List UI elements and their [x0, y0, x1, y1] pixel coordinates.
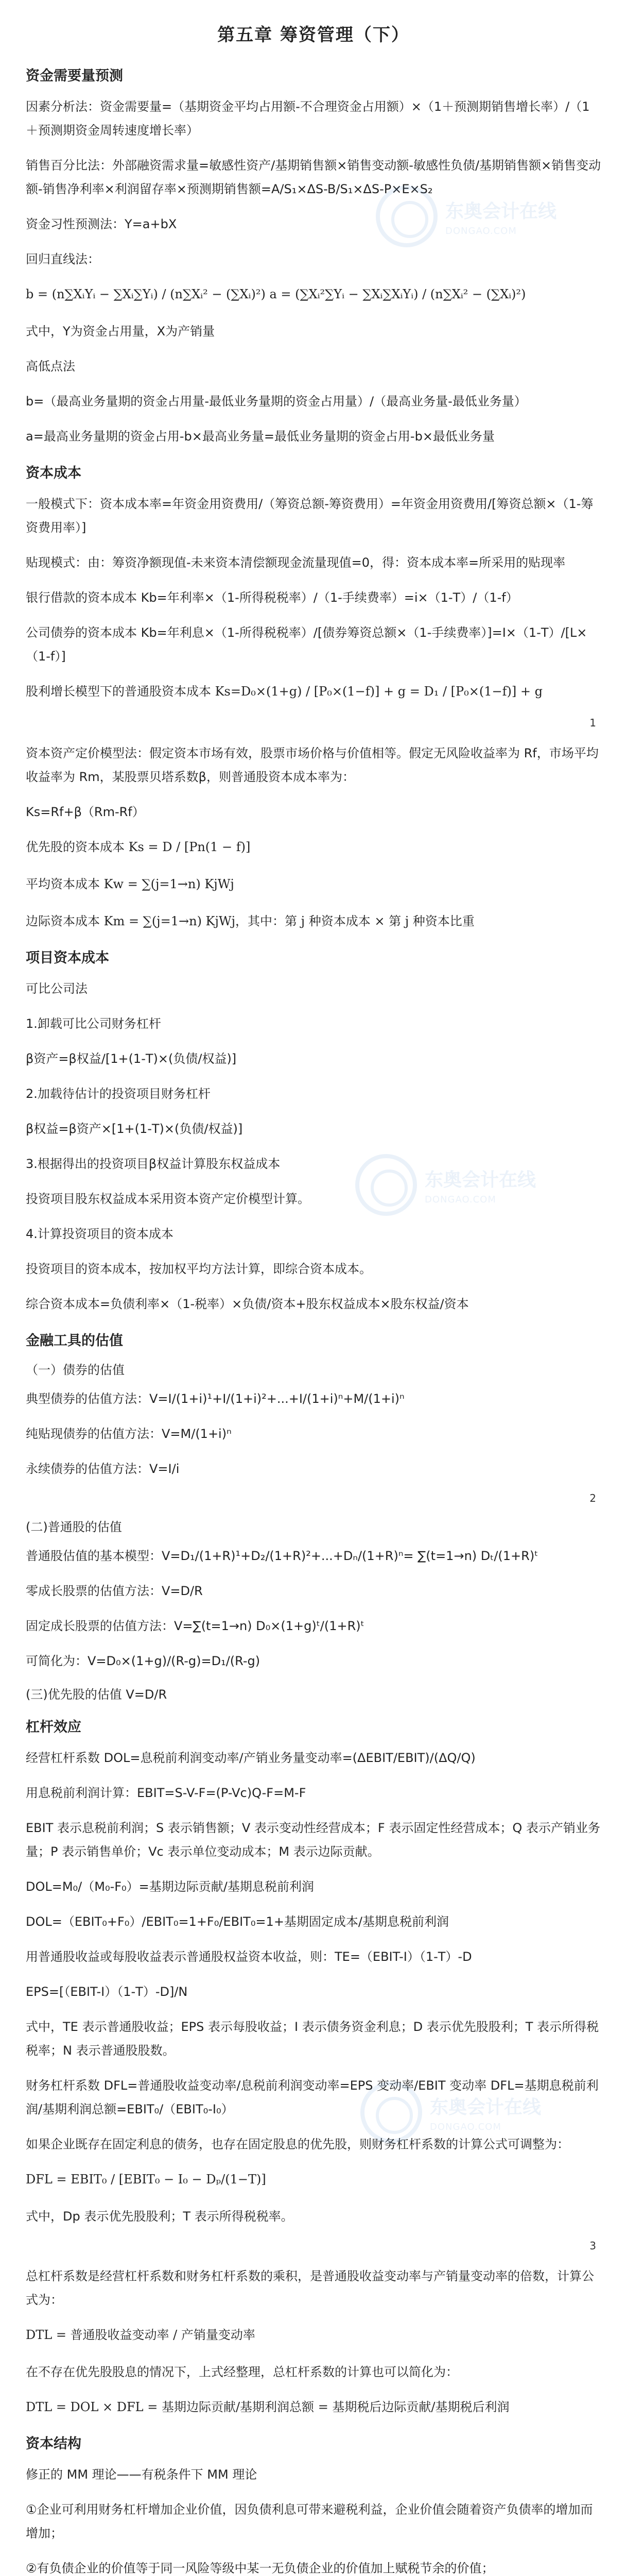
- text-line: 财务杠杆系数 DFL=普通股收益变动率/息税前利润变动率=EPS 变动率/EBIT 变动率 DFL=基期息税前利润/基期利润总额=EBIT₀/（EBIT₀-I₀）: [26, 2078, 599, 2116]
- text-line: 在不存在优先股股息的情况下，上式经整理，总杠杆系数的计算也可以简化为：: [26, 2365, 458, 2379]
- watermark-text: 东奥会计在线: [425, 1170, 536, 1191]
- text-line: DOL=（EBIT₀+F₀）/EBIT₀=1+F₀/EBIT₀=1+基期固定成本/基期息税前利润: [26, 1914, 449, 1929]
- text-line: 修正的 MM 理论——有税条件下 MM 理论: [26, 2467, 257, 2482]
- text-line: 投资项目股东权益成本采用资本资产定价模型计算。: [26, 1192, 310, 1206]
- page-number: 1: [589, 717, 596, 729]
- text-line: β权益=β资产×[1+(1-T)×(负债/权益)]: [26, 1122, 243, 1136]
- section-heading-capital-structure: 资本结构: [26, 2436, 81, 2452]
- text-line: EPS=[（EBIT-I）（1-T）-D]/N: [26, 1985, 188, 1999]
- text-line: ①企业可利用财务杠杆增加企业价值，因负债利息可带来避税利益，企业价值会随着资产负债率的增加而增加；: [26, 2502, 593, 2540]
- text-line: 因素分析法：资金需要量=（基期资金平均占用额-不合理资金占用额）×（1＋预测期销售增长率）/（1＋预测期资金周转速度增长率）: [26, 99, 590, 138]
- text-line: 4.计算投资项目的资本成本: [26, 1227, 173, 1241]
- text-line: 经营杠杆系数 DOL=息税前利润变动率/产销业务量变动率=(ΔEBIT/EBIT)/(ΔQ/Q): [26, 1751, 476, 1765]
- watermark-text: 东奥会计在线: [445, 201, 557, 222]
- formula-dtl: DTL = 普通股收益变动率 / 产销量变动率: [26, 2328, 255, 2342]
- text-line: 综合资本成本=负债利率×（1-税率）×负债/资本+股东权益成本×股东权益/资本: [26, 1297, 469, 1311]
- text-line: 纯贴现债券的估值方法：V=M/(1+i)ⁿ: [26, 1427, 232, 1441]
- page-number: 3: [589, 2240, 596, 2252]
- text-line: 1.卸载可比公司财务杠杆: [26, 1016, 161, 1031]
- formula-dividend-growth: 股利增长模型下的普通股资本成本 Ks=D₀×(1+g) / [P₀×(1−f)] + g = D₁ / [P₀×(1−f)] + g: [26, 684, 543, 699]
- formula-regression: b = (n∑XᵢYᵢ − ∑Xᵢ∑Yᵢ) / (n∑Xᵢ² − (∑Xᵢ)²) a = (∑Xᵢ²∑Yᵢ − ∑Xᵢ∑XᵢYᵢ) / (n∑Xᵢ² − (∑Xᵢ)²): [26, 287, 526, 301]
- text-line: 零成长股票的估值方法：V=D/R: [26, 1584, 203, 1598]
- text-line: 式中，TE 表示普通股收益；EPS 表示每股收益；I 表示债务资金利息；D 表示优先股股利；T 表示所得税税率；N 表示普通股股数。: [26, 2020, 599, 2058]
- text-line: 销售百分比法：外部融资需求量=敏感性资产/基期销售额×销售变动额-敏感性负债/基期销售额×销售变动额-销售净利率×利润留存率×预测期销售额=A/S₁×ΔS-B/S₁×ΔS-P×E×S₂: [26, 158, 601, 196]
- text-line: 普通股估值的基本模型：V=D₁/(1+R)¹+D₂/(1+R)²+...+Dₙ/(1+R)ⁿ= ∑(t=1→n) Dₜ/(1+R)ᵗ: [26, 1549, 538, 1563]
- formula-marginal-cost: 边际资本成本 Km = ∑(j=1→n) KjWj，其中：第 j 种资本成本 × 第 j 种资本比重: [26, 914, 475, 928]
- page-title: 第五章 筹资管理（下）: [217, 25, 410, 45]
- subheading-preferred-valuation: (三)优先股的估值 V=D/R: [26, 1687, 167, 1702]
- text-line: 贴现模式：由：筹资净额现值-未来资本清偿额现金流量现值=0，得：资本成本率=所采用的贴现率: [26, 555, 566, 570]
- text-line: 可比公司法: [26, 981, 88, 996]
- formula-dfl-preferred: DFL = EBIT₀ / [EBIT₀ − I₀ − Dₚ/(1−T)]: [26, 2172, 266, 2187]
- text-line: 高低点法: [26, 359, 75, 374]
- formula-dtl-simplified: DTL = DOL × DFL = 基期边际贡献/基期利润总额 = 基期税后边际贡献/基期税后利润: [26, 2400, 510, 2414]
- text-line: 资金习性预测法：Y=a+bX: [26, 217, 177, 231]
- formula-wacc: 平均资本成本 Kw = ∑(j=1→n) KjWj: [26, 877, 234, 891]
- subheading-stock-valuation: (二)普通股的估值: [26, 1520, 122, 1534]
- section-heading-fund-forecast: 资金需要量预测: [26, 68, 123, 84]
- watermark-subtext: DONGAO.COM: [445, 226, 517, 236]
- section-heading-project-cost: 项目资本成本: [26, 950, 109, 966]
- page-number: 2: [589, 1492, 596, 1504]
- subheading-bond-valuation: （一）债券的估值: [26, 1363, 125, 1377]
- text-line: DOL=M₀/（M₀-F₀）=基期边际贡献/基期息税前利润: [26, 1879, 314, 1894]
- text-line: 式中，Y为资金占用量，X为产销量: [26, 324, 215, 338]
- text-line: 总杠杆系数是经营杠杆系数和财务杠杆系数的乘积，是普通股收益变动率与产销量变动率的倍数，计算公式为：: [26, 2269, 594, 2307]
- text-line: 回归直线法：: [26, 252, 100, 266]
- formula-preferred-cost: 优先股的资本成本 Ks = D / [Pn(1 − f)]: [26, 840, 251, 854]
- text-line: EBIT 表示息税前利润；S 表示销售额；V 表示变动性经营成本；F 表示固定性经营成本；Q 表示产销业务量；P 表示销售单价；Vc 表示单位变动成本；M 表示边际贡献。: [26, 1821, 600, 1859]
- text-line: Ks=Rf+β（Rm-Rf）: [26, 805, 145, 819]
- text-line: 如果企业既存在固定利息的债务，也存在固定股息的优先股，则财务杠杆系数的计算公式可调整为：: [26, 2137, 569, 2151]
- text-line: 用普通股收益或每股收益表示普通股权益资本收益，则：TE=（EBIT-I）（1-T）-D: [26, 1950, 472, 1964]
- section-heading-leverage: 杠杆效应: [26, 1719, 81, 1735]
- section-heading-valuation: 金融工具的估值: [26, 1333, 123, 1349]
- text-line: ②有负债企业的价值等于同一风险等级中某一无负债企业的价值加上赋税节余的价值；: [26, 2561, 494, 2575]
- watermark-subtext: DONGAO.COM: [430, 2122, 501, 2132]
- text-line: 资本资产定价模型法：假定资本市场有效，股票市场价格与价值相等。假定无风险收益率为 Rf，市场平均收益率为 Rm，某股票贝塔系数β，则普通股资本成本率为：: [26, 746, 599, 784]
- text-line: 3.根据得出的投资项目β权益计算股东权益成本: [26, 1157, 281, 1171]
- text-line: 永续债券的估值方法：V=I/i: [26, 1462, 180, 1476]
- text-line: 投资项目的资本成本，按加权平均方法计算，即综合资本成本。: [26, 1262, 372, 1276]
- text-line: 式中，Dp 表示优先股股利；T 表示所得税税率。: [26, 2209, 293, 2224]
- text-line: 一般模式下：资本成本率=年资金用资费用/（筹资总额-筹资费用）=年资金用资费用/[筹资总额×（1-筹资费用率）]: [26, 497, 594, 535]
- text-line: 公司债券的资本成本 Kb=年利息×（1-所得税税率）/[债券筹资总额×（1-手续费率）]=I×（1-T）/[L×（1-f）]: [26, 625, 587, 664]
- watermark-text: 东奥会计在线: [430, 2097, 542, 2118]
- text-line: β资产=β权益/[1+(1-T)×(负债/权益)]: [26, 1052, 237, 1066]
- section-heading-cost-of-capital: 资本成本: [26, 465, 81, 481]
- text-line: 银行借款的资本成本 Kb=年利率×（1-所得税税率）/（1-手续费率）=i×（1-T）/（1-f）: [26, 590, 518, 605]
- text-line: 2.加载待估计的投资项目财务杠杆: [26, 1087, 211, 1101]
- text-line: 典型债券的估值方法：V=I/(1+i)¹+I/(1+i)²+...+I/(1+i)ⁿ+M/(1+i)ⁿ: [26, 1392, 405, 1406]
- text-line: 用息税前利润计算：EBIT=S-V-F=(P-Vc)Q-F=M-F: [26, 1786, 306, 1800]
- text-line: 可简化为：V=D₀×(1+g)/(R-g)=D₁/(R-g): [26, 1654, 260, 1668]
- text-line: b=（最高业务量期的资金占用量-最低业务量期的资金占用量）/（最高业务量-最低业务量）: [26, 394, 527, 409]
- text-line: a=最高业务量期的资金占用-b×最高业务量=最低业务量期的资金占用-b×最低业务量: [26, 429, 495, 444]
- watermark-subtext: DONGAO.COM: [425, 1194, 496, 1205]
- text-line: 固定成长股票的估值方法：V=∑(t=1→n) D₀×(1+g)ᵗ/(1+R)ᵗ: [26, 1619, 364, 1633]
